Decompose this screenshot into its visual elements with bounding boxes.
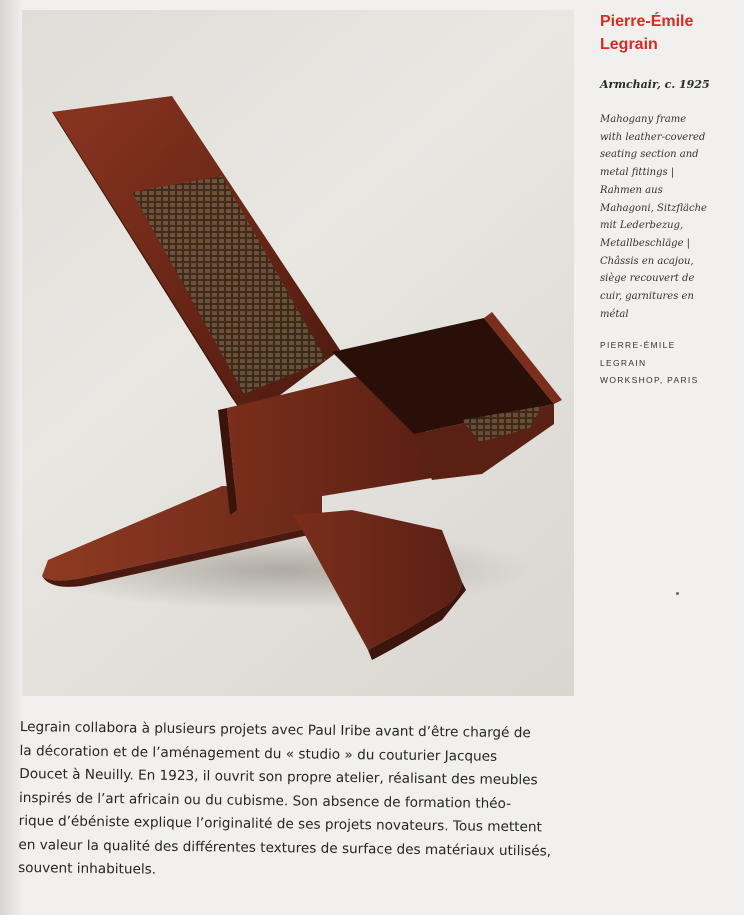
object-title: Armchair, c. 1925: [600, 78, 710, 91]
caption-sidebar: [600, 10, 740, 390]
armchair-illustration: [22, 10, 574, 696]
materials-description: Mahogany frame with leather-covered seating section and metal fittings | Rahmen aus Mahagoni, Sitzfläche mit Lederbezug, Metallbeschläge | Châssis en acajou, siège recouvert de cuir, garnitures en métal: [600, 114, 707, 320]
designer-name: [600, 10, 740, 56]
designer-last-name: Legrain: [600, 36, 658, 53]
armchair-photo: [22, 10, 574, 696]
body-paragraph: Legrain collabora à plusieurs projets avec Paul Iribe avant d’être chargé de la décoration et de l’aménagement du « studio » du couturier Jacques Doucet à Neuilly. En 1923, il ouvrit son propre atelier, réalisant des meubles inspirés de l’art africain ou du cubisme. Son absence de formation théo- rique d’ébéniste explique l’originalité de ses projets novateurs. Tous mettent en valeur la qualité des différentes textures de surface des matériaux utilisés, souvent inhabituels.: [18, 718, 552, 878]
designer-first-name: Pierre-Émile: [600, 13, 694, 30]
photo-credit: PIERRE-ÉMILE LEGRAIN WORKSHOP, PARIS: [600, 340, 699, 386]
paper-speck: [676, 592, 679, 595]
